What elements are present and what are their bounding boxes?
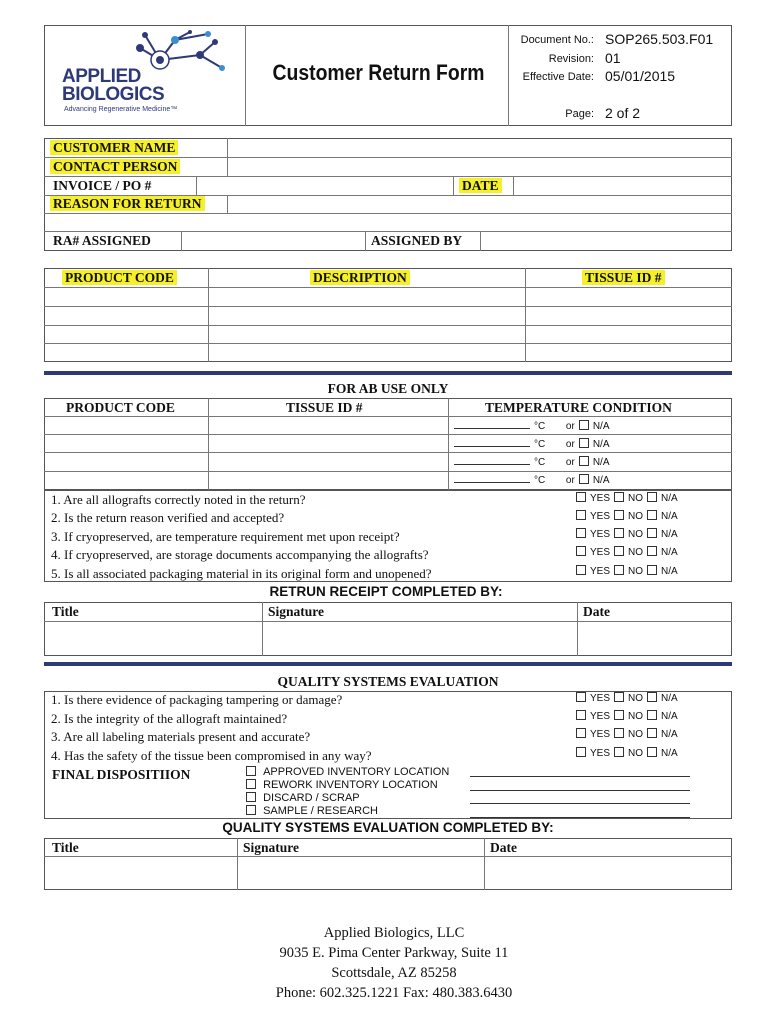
na-checkbox-4[interactable] (579, 474, 589, 484)
no-checkbox[interactable] (614, 747, 624, 757)
no-text: NO (628, 529, 644, 540)
yes-checkbox[interactable] (576, 492, 586, 502)
yes-text: YES (590, 748, 611, 759)
ab-col-line-2 (448, 398, 449, 490)
no-checkbox[interactable] (614, 710, 624, 720)
invoice-po-field[interactable] (197, 177, 452, 194)
invoice-po-label: INVOICE / PO # (53, 178, 152, 193)
celsius-unit: °C (534, 475, 546, 486)
celsius-unit: °C (534, 439, 546, 450)
no-text: NO (628, 566, 644, 577)
ab-row-line-1 (44, 416, 732, 417)
no-text: NO (628, 693, 644, 704)
header-divider-1 (245, 25, 246, 126)
sample-research-checkbox[interactable] (246, 805, 256, 815)
no-text: NO (628, 729, 644, 740)
reason-for-return-field[interactable] (228, 196, 731, 230)
or-text: or (565, 439, 575, 450)
na-checkbox[interactable] (647, 710, 657, 720)
quality-yn-row-4 (576, 747, 682, 759)
yes-text: YES (590, 547, 611, 558)
product-table-input-area[interactable] (45, 288, 731, 361)
quality-yn-row-1 (576, 692, 682, 704)
ab-question-2: 2. Is the return reason verified and accepted? (51, 510, 285, 525)
quality-date-header: Date (490, 840, 517, 855)
no-checkbox[interactable] (614, 492, 624, 502)
disposition-line-2[interactable] (470, 790, 690, 791)
quality-yn-row-2 (576, 710, 682, 722)
assigned-by-label: ASSIGNED BY (371, 233, 463, 248)
ab-yn-row-4 (576, 546, 682, 558)
yes-checkbox[interactable] (576, 710, 586, 720)
no-checkbox[interactable] (614, 692, 624, 702)
return-receipt-title: RETRUN RECEIPT COMPLETED BY: (269, 584, 503, 599)
na-checkbox-2[interactable] (579, 438, 589, 448)
disposition-line-4[interactable] (470, 817, 690, 818)
quality-question-3: 3. Are all labeling materials present and accurate? (51, 729, 311, 744)
no-text: NO (628, 547, 644, 558)
return-date-header: Date (583, 604, 610, 619)
form-title: Customer Return Form (272, 60, 485, 85)
option-label: SAMPLE / RESEARCH (263, 805, 378, 817)
temp-input-2[interactable] (454, 438, 530, 447)
disposition-option-3[interactable] (246, 792, 364, 804)
contact-person-label: CONTACT PERSON (50, 159, 180, 175)
yes-checkbox[interactable] (576, 528, 586, 538)
quality-question-1: 1. Is there evidence of packaging tampering or damage? (51, 692, 343, 707)
yes-text: YES (590, 566, 611, 577)
na-text: N/A (661, 529, 678, 540)
return-title-header: Title (52, 604, 79, 619)
revision-label: Revision: (548, 53, 594, 65)
yes-text: YES (590, 529, 611, 540)
na-text: N/A (661, 547, 678, 558)
na-checkbox-1[interactable] (579, 420, 589, 430)
or-text: or (565, 421, 575, 432)
quality-question-2: 2. Is the integrity of the allograft maintained? (51, 711, 288, 726)
ab-col-line-1 (208, 398, 209, 490)
na-text: N/A (592, 457, 610, 468)
yes-checkbox[interactable] (576, 546, 586, 556)
na-checkbox-3[interactable] (579, 456, 589, 466)
temp-row-4 (454, 474, 613, 486)
ab-temperature-header: TEMPERATURE CONDITION (485, 400, 672, 415)
no-text: NO (628, 711, 644, 722)
na-text: N/A (661, 566, 678, 577)
na-checkbox[interactable] (647, 747, 657, 757)
yes-checkbox[interactable] (576, 510, 586, 520)
na-checkbox[interactable] (647, 546, 657, 556)
no-text: NO (628, 511, 644, 522)
celsius-unit: °C (534, 421, 546, 432)
assigned-by-field[interactable] (481, 232, 731, 250)
no-checkbox[interactable] (614, 510, 624, 520)
ab-yn-row-3 (576, 528, 682, 540)
cust-col-line-7 (365, 231, 366, 251)
quality-title-field[interactable] (45, 857, 236, 889)
ab-yn-row-2 (576, 510, 682, 522)
quality-completed-title: QUALITY SYSTEMS EVALUATION COMPLETED BY: (222, 820, 554, 835)
yes-text: YES (590, 711, 611, 722)
or-text: or (565, 475, 575, 486)
yes-text: YES (590, 693, 611, 704)
na-checkbox[interactable] (647, 492, 657, 502)
na-text: N/A (592, 421, 610, 432)
no-checkbox[interactable] (614, 528, 624, 538)
ab-row-line-3 (44, 452, 732, 453)
disposition-option-2[interactable] (246, 779, 442, 791)
doc-no-label: Document No.: (520, 34, 594, 46)
footer-address-2: Scottsdale, AZ 85258 (331, 965, 457, 981)
doc-no-value: SOP265.503.F01 (605, 31, 714, 47)
disposition-line-1[interactable] (470, 776, 690, 777)
na-checkbox[interactable] (647, 692, 657, 702)
ab-question-5: 5. Is all associated packaging material in its original form and unopened? (51, 566, 432, 581)
temp-input-1[interactable] (454, 420, 530, 429)
quality-title: QUALITY SYSTEMS EVALUATION (277, 674, 499, 689)
company-name-line1: APPLIED (62, 66, 141, 87)
rework-inventory-checkbox[interactable] (246, 779, 256, 789)
ab-yn-row-1 (576, 492, 682, 504)
return-signature-header: Signature (268, 604, 325, 619)
ab-question-4: 4. If cryopreserved, are storage documents accompanying the allografts? (51, 547, 429, 562)
company-name-line2: BIOLOGICS (62, 84, 165, 105)
ab-question-3: 3. If cryopreserved, are temperature requirement met upon receipt? (51, 529, 400, 544)
temp-input-4[interactable] (454, 474, 530, 483)
effective-date-value: 05/01/2015 (605, 68, 676, 84)
quality-signature-field[interactable] (238, 857, 483, 889)
footer-phone-fax: Phone: 602.325.1221 Fax: 480.383.6430 (275, 985, 513, 1001)
header-divider-2 (508, 25, 509, 126)
yes-text: YES (590, 729, 611, 740)
na-text: N/A (661, 511, 678, 522)
contact-person-field[interactable] (228, 158, 731, 175)
approved-inventory-checkbox[interactable] (246, 766, 256, 776)
page-value: 2 of 2 (605, 105, 641, 121)
temp-row-1 (454, 420, 613, 432)
company-tagline: Advancing Regenerative Medicine™ (64, 106, 178, 113)
ab-use-title: FOR AB USE ONLY (327, 381, 449, 396)
ra-assigned-field[interactable] (182, 232, 364, 250)
no-checkbox[interactable] (614, 546, 624, 556)
yes-checkbox[interactable] (576, 747, 586, 757)
yes-text: YES (590, 493, 611, 504)
ra-assigned-label: RA# ASSIGNED (53, 233, 151, 248)
date-field[interactable] (514, 177, 731, 194)
cust-col-line-3 (453, 176, 454, 195)
effective-date-label: Effective Date: (522, 71, 594, 83)
section-divider-2 (44, 662, 732, 666)
temp-input-3[interactable] (454, 456, 530, 465)
na-text: N/A (661, 748, 678, 759)
temp-row-2 (454, 438, 613, 450)
na-text: N/A (661, 493, 678, 504)
na-text: N/A (592, 475, 610, 486)
temp-row-3 (454, 456, 613, 468)
disposition-line-3[interactable] (470, 803, 690, 804)
disposition-option-1[interactable] (246, 766, 453, 778)
return-signature-field[interactable] (263, 622, 576, 655)
customer-name-label: CUSTOMER NAME (50, 140, 178, 156)
ab-tissue-id-header: TISSUE ID # (286, 400, 363, 415)
na-checkbox[interactable] (647, 528, 657, 538)
option-label: APPROVED INVENTORY LOCATION (263, 766, 450, 778)
customer-name-field[interactable] (228, 139, 731, 156)
date-label: DATE (459, 178, 502, 194)
na-text: N/A (661, 711, 678, 722)
return-date-field[interactable] (578, 622, 731, 655)
no-text: NO (628, 748, 644, 759)
na-checkbox[interactable] (647, 510, 657, 520)
reason-for-return-label: REASON FOR RETURN (50, 196, 205, 212)
section-divider-1 (44, 371, 732, 375)
footer-company: Applied Biologics, LLC (323, 925, 465, 941)
quality-date-field[interactable] (485, 857, 731, 889)
or-text: or (565, 457, 575, 468)
page-label: Page: (565, 108, 594, 120)
description-header: DESCRIPTION (310, 270, 410, 286)
quality-title-header: Title (52, 840, 79, 855)
revision-value: 01 (605, 50, 621, 66)
na-checkbox[interactable] (647, 728, 657, 738)
yes-checkbox[interactable] (576, 728, 586, 738)
no-checkbox[interactable] (614, 728, 624, 738)
final-disposition-label: FINAL DISPOSITIION (52, 767, 191, 782)
yes-checkbox[interactable] (576, 692, 586, 702)
quality-signature-header: Signature (243, 840, 300, 855)
na-text: N/A (661, 729, 678, 740)
no-checkbox[interactable] (614, 565, 624, 575)
quality-question-4: 4. Has the safety of the tissue been compromised in any way? (51, 748, 372, 763)
ab-product-code-header: PRODUCT CODE (66, 400, 175, 415)
product-code-header: PRODUCT CODE (62, 270, 177, 286)
ab-row-line-4 (44, 471, 732, 472)
tissue-id-header: TISSUE ID # (582, 270, 665, 286)
return-title-field[interactable] (45, 622, 261, 655)
option-label: REWORK INVENTORY LOCATION (263, 779, 438, 791)
na-text: N/A (661, 693, 678, 704)
disposition-option-4[interactable] (246, 805, 382, 817)
ab-yn-row-5 (576, 565, 682, 577)
yes-text: YES (590, 511, 611, 522)
option-label: DISCARD / SCRAP (263, 792, 360, 804)
ab-row-line-2 (44, 434, 732, 435)
ab-question-1: 1. Are all allografts correctly noted in the return? (51, 492, 306, 507)
discard-scrap-checkbox[interactable] (246, 792, 256, 802)
footer-address-1: 9035 E. Pima Center Parkway, Suite 11 (279, 945, 509, 961)
celsius-unit: °C (534, 457, 546, 468)
na-checkbox[interactable] (647, 565, 657, 575)
quality-yn-row-3 (576, 728, 682, 740)
yes-checkbox[interactable] (576, 565, 586, 575)
no-text: NO (628, 493, 644, 504)
na-text: N/A (592, 439, 610, 450)
